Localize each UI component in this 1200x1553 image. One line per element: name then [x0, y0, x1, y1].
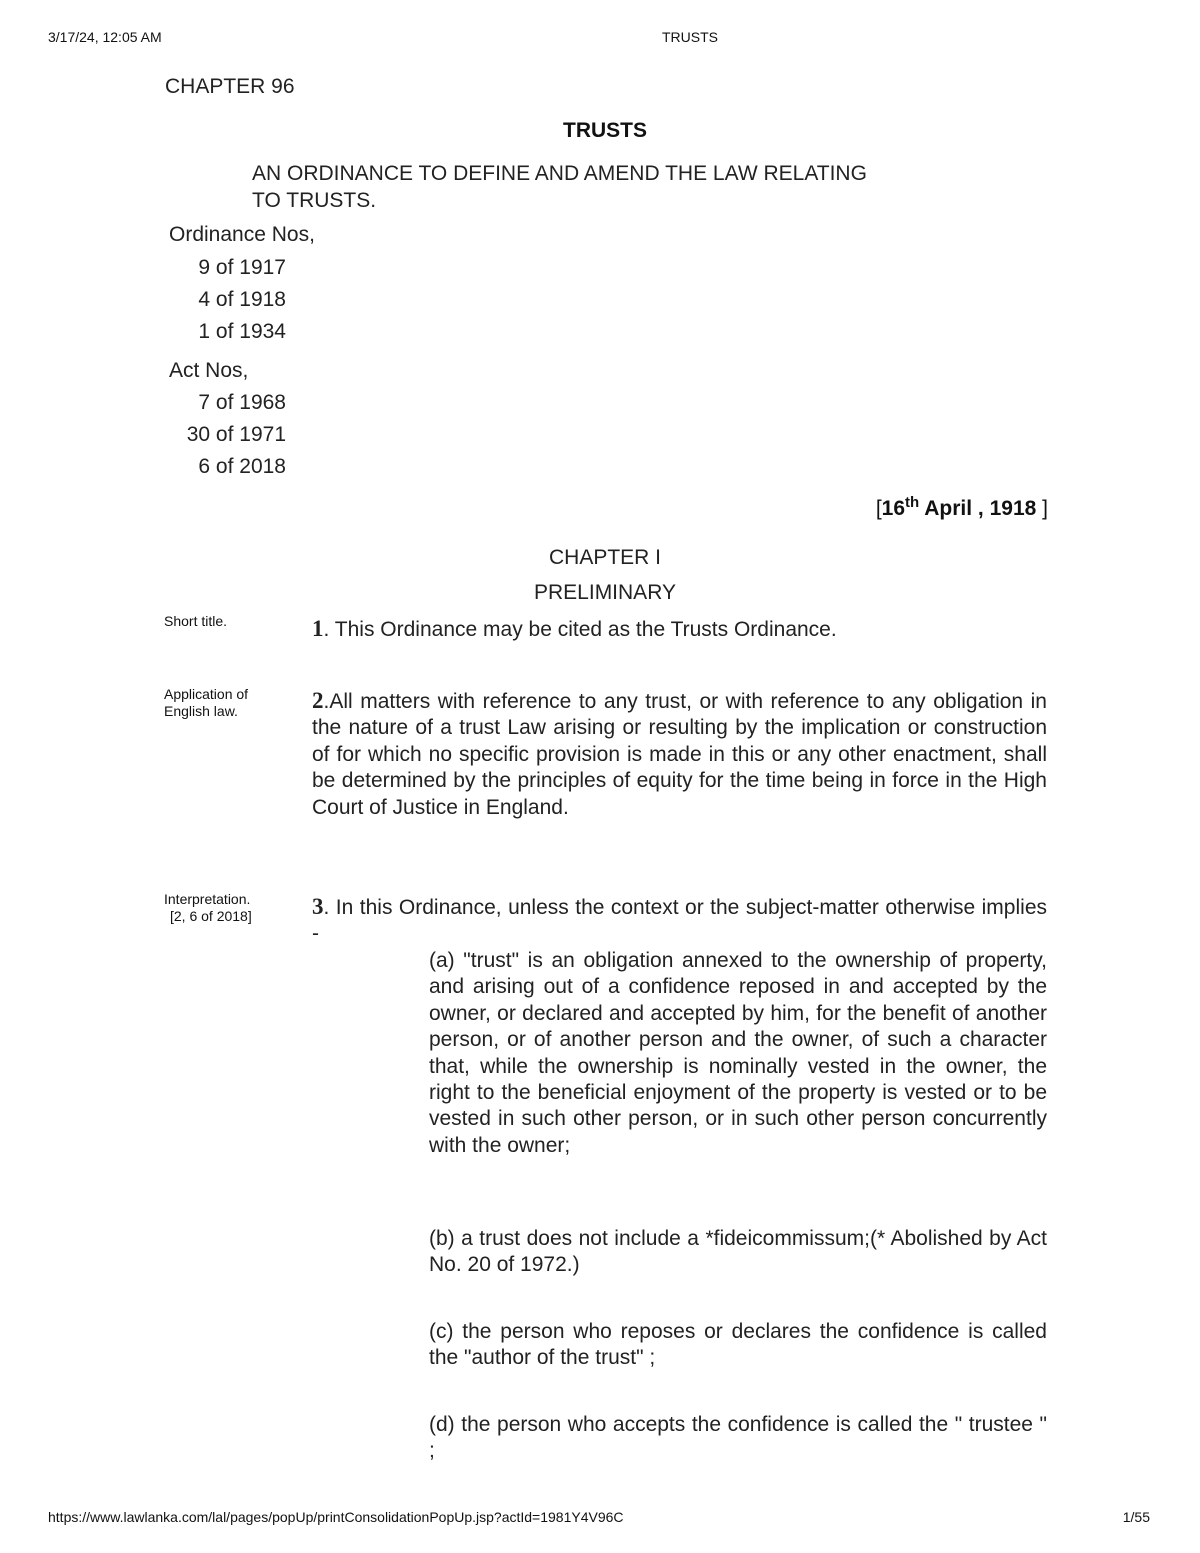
definition-b: (b) a trust does not include a *fideicommissum;(* Abolished by Act No. 20 of 1972.)	[429, 1227, 1047, 1277]
print-page-title: TRUSTS	[662, 29, 718, 45]
margin-note	[164, 686, 248, 720]
section-1	[312, 616, 837, 642]
long-title-line-1: AN ORDINANCE TO DEFINE AND AMEND THE LAW RELATING	[252, 162, 867, 185]
margin-note	[164, 613, 227, 630]
margin-note-line: English law.	[164, 703, 238, 719]
act-item: 30 of 1971	[186, 423, 286, 446]
chapter-i-heading: CHAPTER I	[548, 546, 661, 569]
act-item: 6 of 2018	[198, 455, 286, 478]
margin-note-line: [2, 6 of 2018]	[170, 908, 252, 924]
date-month-year: April , 1918	[919, 497, 1037, 520]
section-text: . In this Ordinance, unless the context or the subject-matter otherwise implies -	[312, 896, 1047, 946]
date-close-bracket: ]	[1036, 497, 1048, 520]
section-text: . This Ordinance may be cited as the Trusts Ordinance.	[323, 618, 837, 641]
section-number: 3	[312, 894, 324, 919]
section-text: .All matters with reference to any trust, or with reference to any obligation in the nature of a trust Law arising or resulting by the implication or construction of for which no specific provision is made in this or any other enactment, shall be determined by the principles of equity for the time being in force in the High Court of Justice in England.	[312, 690, 1047, 819]
margin-note-line: Application of	[164, 686, 249, 702]
print-page-number: 1/55	[1122, 1509, 1150, 1525]
date-suffix: th	[905, 494, 920, 511]
date-open-bracket: [	[875, 497, 882, 520]
act-nos-label: Act Nos,	[169, 359, 249, 382]
document-title: TRUSTS	[563, 119, 647, 142]
section-3	[312, 894, 1047, 948]
print-datetime: 3/17/24, 12:05 AM	[48, 29, 162, 45]
margin-note	[164, 891, 252, 925]
chapter-i-subheading: PRELIMINARY	[534, 581, 676, 604]
act-item: 7 of 1968	[198, 391, 286, 414]
print-url: https://www.lawlanka.com/lal/pages/popUp/printConsolidationPopUp.jsp?actId=1981Y4V96C	[48, 1509, 624, 1525]
ordinance-item: 1 of 1934	[198, 320, 286, 343]
section-number: 2	[312, 688, 324, 713]
ordinance-item: 4 of 1918	[198, 288, 286, 311]
definition-c: (c) the person who reposes or declares the confidence is called the "author of the trust" ;	[429, 1320, 1047, 1370]
definition-a: (a) "trust" is an obligation annexed to the ownership of property, and arising out of a confidence reposed in and accepted by the owner, or declared and accepted by him, for the benefit of another person, or of another person and the owner, of such a character that, while the ownership is nominally vested in the owner, the right to the beneficial enjoyment of the property is vested or to be vested in such other person, or in such other person concurrently with the owner;	[429, 949, 1047, 1157]
long-title-line-2: TO TRUSTS.	[252, 189, 377, 212]
margin-note-line: Interpretation.	[164, 891, 251, 907]
ordinance-nos-label: Ordinance Nos,	[169, 223, 315, 246]
definition-d: (d) the person who accepts the confidence is called the " trustee " ;	[429, 1413, 1047, 1463]
margin-note-line: Short title.	[164, 613, 228, 629]
chapter-heading: CHAPTER 96	[165, 75, 295, 98]
section-number: 1	[312, 616, 324, 641]
ordinance-item: 9 of 1917	[198, 256, 286, 279]
date-day: 16	[881, 497, 906, 520]
section-2	[312, 688, 1047, 821]
enactment-date	[700, 494, 1048, 521]
